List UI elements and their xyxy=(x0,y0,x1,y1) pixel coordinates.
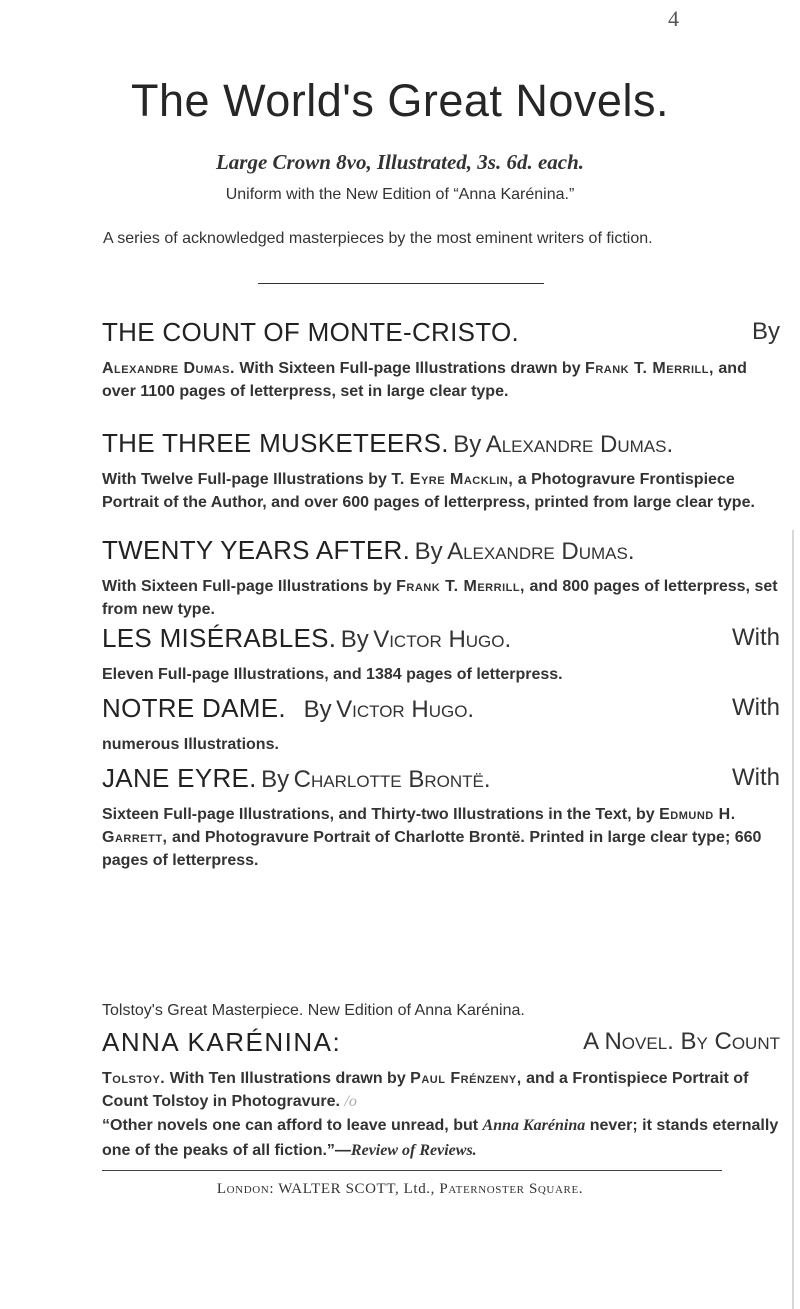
quote-source: Review of Reviews. xyxy=(350,1142,477,1159)
book-subtitle: A Novel. By Count xyxy=(583,1028,780,1055)
book-description: With Twelve Full-page Illustrations by xyxy=(102,471,387,488)
with-label: With xyxy=(732,624,780,651)
author-name: Alexandre Dumas. xyxy=(102,360,235,377)
with-label: With xyxy=(732,694,780,721)
illustrator-name: Frank T. Merrill, xyxy=(585,360,714,377)
imprint-city: London: xyxy=(216,1181,275,1197)
book-description: Sixteen Full-page Illustrations, and Thirty-two Illustrations in the Text, by xyxy=(102,806,655,823)
page-title: The World's Great Novels. xyxy=(131,75,669,126)
imprint-address: Paternoster Square. xyxy=(439,1181,584,1197)
by-label: By xyxy=(303,696,332,723)
with-label: With xyxy=(732,764,780,791)
book-description: numerous Illustrations. xyxy=(102,736,279,753)
tolstoy-note: Tolstoy's Great Masterpiece. New Edition of Anna Karénina. xyxy=(102,1002,525,1019)
book-entry-notre-dame xyxy=(102,690,780,756)
divider-rule xyxy=(258,283,544,284)
quote-text: “Other novels one can afford to leave unread, but xyxy=(102,1117,479,1134)
book-title: JANE EYRE. xyxy=(102,763,257,793)
book-description: Eleven Full-page Illustrations, and 1384 pages of letterpress. xyxy=(102,666,563,683)
book-entry-jane-eyre xyxy=(102,760,780,872)
book-title: NOTRE DAME. xyxy=(102,693,286,723)
author-name: Victor Hugo. xyxy=(373,626,512,653)
book-title: THE COUNT OF MONTE-CRISTO. xyxy=(102,317,520,347)
review-quote xyxy=(102,1113,792,1163)
book-description-cont: and over 1100 pages of letterpress, set in large clear type. xyxy=(102,360,747,400)
illustrator-name: Edmund H. Garrett, xyxy=(102,806,736,846)
pencil-annotation: /o xyxy=(344,1093,357,1110)
by-label: By xyxy=(340,626,369,653)
book-description: With Ten Illustrations drawn by xyxy=(169,1070,406,1087)
book-description-cont: and 800 pages of letterpress, set from new type. xyxy=(102,578,778,618)
book-entry-les-miserables xyxy=(102,620,780,686)
by-label: By xyxy=(414,538,443,565)
author-name: Tolstoy. xyxy=(102,1070,166,1087)
book-description-cont: and a Frontispiece Portrait of Count Tolstoy in Photogravure. xyxy=(102,1070,749,1110)
by-label: By xyxy=(261,766,290,793)
illustrator-name: T. Eyre Macklin, xyxy=(391,471,514,488)
book-title: ANNA KARÉNINA: xyxy=(102,1027,342,1057)
book-entry-three-musketeers xyxy=(102,425,780,514)
author-name: Alexandre Dumas. xyxy=(447,538,635,565)
quote-text-cont: never; it stands eternally one of the peaks of all fiction.”— xyxy=(102,1117,779,1159)
book-description: With Sixteen Full-page Illustrations drawn by xyxy=(239,360,581,377)
divider-rule-bottom xyxy=(102,1170,722,1171)
book-description-cont: and Photogravure Portrait of Charlotte Brontë. Printed in large clear type; 660 pages of letterpress. xyxy=(102,829,762,869)
illustrator-name: Paul Frénzeny, xyxy=(410,1070,522,1087)
edition-subtitle: Large Crown 8vo, Illustrated, 3s. 6d. each. xyxy=(215,150,585,174)
imprint-publisher: WALTER SCOTT, Ltd., xyxy=(278,1181,436,1197)
author-name: Alexandre Dumas. xyxy=(485,431,674,458)
author-name: Victor Hugo. xyxy=(336,696,475,723)
by-label: By xyxy=(751,318,780,345)
by-label: By xyxy=(453,431,482,458)
series-intro: A series of acknowledged masterpieces by the most eminent writers of fiction. xyxy=(103,230,653,247)
illustrator-name: Frank T. Merrill, xyxy=(396,578,526,595)
pencil-mark: 4 xyxy=(668,6,679,31)
quote-italic-title: Anna Karénina xyxy=(482,1117,586,1134)
book-entry-monte-cristo xyxy=(102,314,780,403)
book-title: TWENTY YEARS AFTER. xyxy=(102,535,411,565)
uniform-note: Uniform with the New Edition of “Anna Karénina.” xyxy=(225,186,575,203)
book-description-cont: a Photogravure Frontispiece Portrait of the Author, and over 600 pages of letterpress, printed from large clear type. xyxy=(102,471,755,511)
book-title: LES MISÉRABLES. xyxy=(102,623,337,653)
author-name: Charlotte Brontë. xyxy=(293,766,491,793)
book-entry-twenty-years-after xyxy=(102,532,780,621)
book-entry-anna-karenina xyxy=(102,1024,780,1113)
book-title: THE THREE MUSKETEERS. xyxy=(102,428,449,458)
book-description: With Sixteen Full-page Illustrations by xyxy=(102,578,392,595)
publisher-imprint xyxy=(0,1181,800,1198)
